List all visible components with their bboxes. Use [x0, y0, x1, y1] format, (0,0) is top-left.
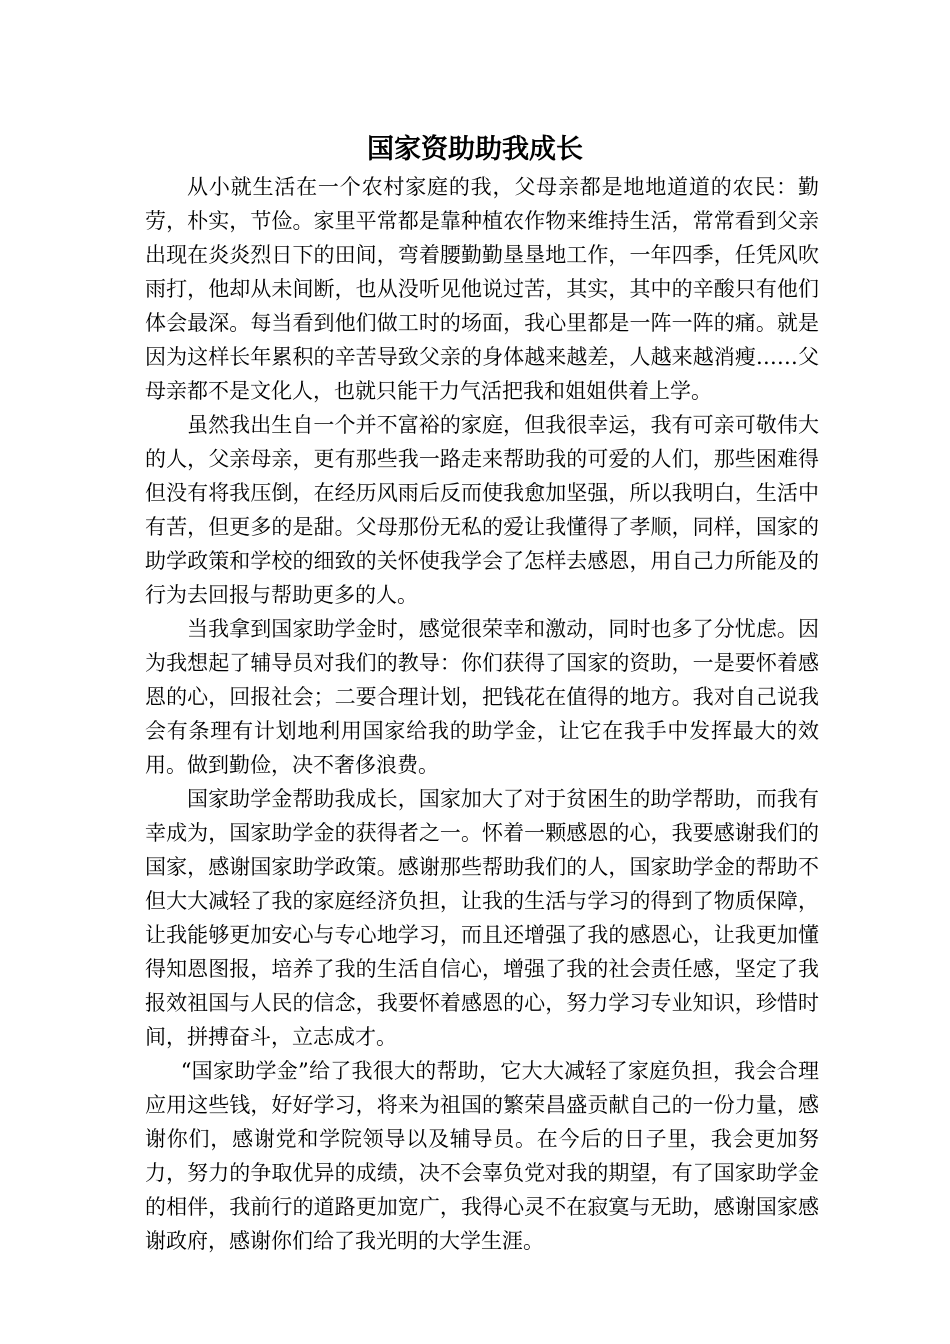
paragraph-2: 虽然我出生自一个并不富裕的家庭，但我很幸运，我有可亲可敬伟大的人，父亲母亲，更有那些我一路走来帮助我的可爱的人们，那些困难得但没有将我压倒，在经历风雨后反而使我愈加坚强，所以我明白，生活中有苦，但更多的是甜。父母那份无私的爱让我懂得了孝顺，同样，国家的助学政策和学校的细致的关怀使我学会了怎样去感恩，用自己力所能及的行为去回报与帮助更多的人。 — [145, 413, 819, 607]
document-body — [145, 170, 819, 1258]
paragraph-3: 当我拿到国家助学金时，感觉很荣幸和激动，同时也多了分忧虑。因为我想起了辅导员对我们的教导：你们获得了国家的资助，一是要怀着感恩的心，回报社会；二要合理计划，把钱花在值得的地方。我对自己说我会有条理有计划地利用国家给我的助学金，让它在我手中发挥最大的效用。做到勤俭，决不奢侈浪费。 — [145, 617, 819, 777]
paragraph-5: “国家助学金”给了我很大的帮助，它大大减轻了家庭负担，我会合理应用这些钱，好好学习，将来为祖国的繁荣昌盛贡献自己的一份力量，感谢你们，感谢党和学院领导以及辅导员。在今后的日子里，我会更加努力，努力的争取优异的成绩，决不会辜负党对我的期望，有了国家助学金的相伴，我前行的道路更加宽广，我得心灵不在寂寞与无助，感谢国家感谢政府，感谢你们给了我光明的大学生涯。 — [145, 1059, 819, 1253]
paragraph-4: 国家助学金帮助我成长，国家加大了对于贫困生的助学帮助，而我有幸成为，国家助学金的获得者之一。怀着一颗感恩的心，我要感谢我们的国家，感谢国家助学政策。感谢那些帮助我们的人，国家助学金的帮助不但大大减轻了我的家庭经济负担，让我的生活与学习的得到了物质保障，让我能够更加安心与专心地学习，而且还增强了我的感恩心，让我更加懂得知恩图报，培养了我的生活自信心，增强了我的社会责任感，坚定了我报效祖国与人民的信念，我要怀着感恩的心，努力学习专业知识，珍惜时间，拼搏奋斗，立志成才。 — [145, 787, 819, 1049]
paragraph-1: 从小就生活在一个农村家庭的我，父母亲都是地地道道的农民：勤劳，朴实，节俭。家里平常都是靠种植农作物来维持生活，常常看到父亲出现在炎炎烈日下的田间，弯着腰勤勤垦垦地工作，一年四季，任凭风吹雨打，他却从未间断，也从没听见他说过苦，其实，其中的辛酸只有他们体会最深。每当看到他们做工时的场面，我心里都是一阵一阵的痛。就是因为这样长年累积的辛苦导致父亲的身体越来越差，人越来越消瘦……父母亲都不是文化人，也就只能干力气活把我和姐姐供着上学。 — [145, 175, 819, 403]
document-title: 国家资助助我成长 — [367, 134, 583, 165]
